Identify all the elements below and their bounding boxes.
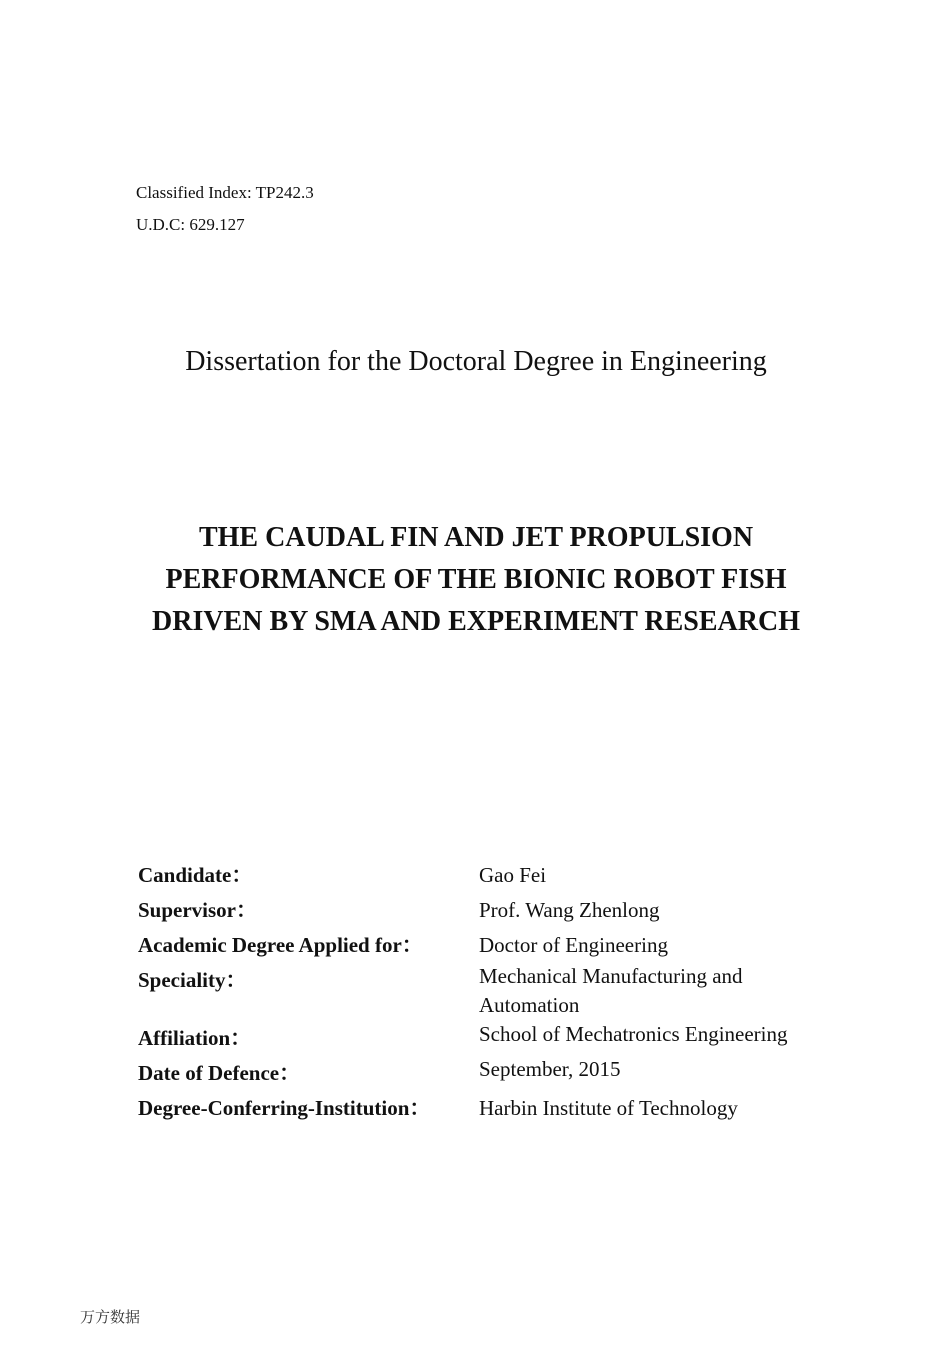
affiliation-value: School of Mechatronics Engineering (479, 1022, 788, 1046)
info-row-academic-degree (138, 931, 838, 960)
info-row-institution (138, 1094, 838, 1123)
speciality-value: Mechanical Manufacturing and Automation (479, 964, 743, 1017)
affiliation-label: Affiliation： (138, 1026, 252, 1050)
institution-value: Harbin Institute of Technology (479, 1096, 738, 1120)
info-row-candidate (138, 861, 838, 890)
footer-watermark: 万方数据 (80, 1308, 141, 1326)
info-row-affiliation (138, 1020, 838, 1049)
title-line-3: DRIVEN BY SMA AND EXPERIMENT RESEARCH (152, 606, 800, 637)
supervisor-value: Prof. Wang Zhenlong (479, 898, 660, 922)
title-line-1: THE CAUDAL FIN AND JET PROPULSION (198, 522, 754, 553)
classified-index: Classified Index: TP242.3 (136, 183, 314, 202)
candidate-label: Candidate： (138, 863, 253, 887)
dissertation-title (0, 517, 952, 643)
supervisor-label: Supervisor： (138, 898, 258, 922)
info-row-date-of-defence (138, 1055, 838, 1084)
speciality-label: Speciality： (138, 968, 247, 992)
info-row-speciality (138, 962, 838, 1020)
candidate-value: Gao Fei (479, 863, 547, 887)
academic-degree-label: Academic Degree Applied for： (138, 933, 423, 957)
institution-label: Degree-Conferring-Institution： (138, 1096, 431, 1120)
date-of-defence-value: September, 2015 (479, 1057, 621, 1081)
udc-code: U.D.C: 629.127 (136, 215, 245, 234)
degree-line: Dissertation for the Doctoral Degree in Engineering (185, 346, 767, 377)
academic-degree-value: Doctor of Engineering (479, 933, 668, 957)
candidate-info (138, 861, 838, 1123)
title-line-2: PERFORMANCE OF THE BIONIC ROBOT FISH (165, 564, 787, 595)
classification-block (136, 177, 314, 241)
date-of-defence-label: Date of Defence： (138, 1061, 301, 1085)
info-row-supervisor (138, 896, 838, 925)
